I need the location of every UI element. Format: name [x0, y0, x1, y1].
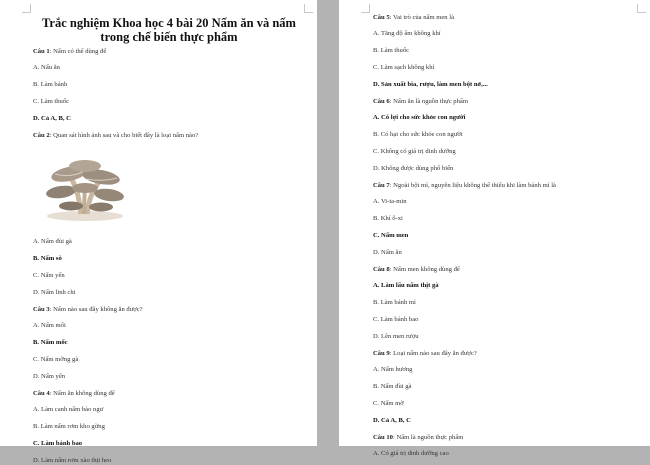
question-5	[373, 14, 640, 22]
question-3	[33, 306, 305, 314]
question-text: : Ngoài bột mì, nguyên liệu không thể thiếu khi làm bánh mì là	[389, 182, 556, 189]
question-text: : Vai trò của nấm men là	[389, 14, 455, 21]
option-correct: D. Cả A, B, C	[33, 115, 71, 122]
option-correct: D. Cả A, B, C	[373, 417, 411, 424]
oyster-mushroom-image	[41, 148, 129, 222]
question-number: Câu 8	[373, 266, 390, 273]
question-7	[373, 182, 640, 190]
option-correct: B. Nấm mốc	[33, 339, 68, 346]
question-text: : Nấm ăn không dùng để	[49, 390, 115, 397]
document-title: Trắc nghiệm Khoa học 4 bài 20 Nấm ăn và nấm trong chế biến thực phẩm	[42, 16, 296, 44]
question-number: Câu 7	[373, 182, 390, 189]
document-page-right	[339, 0, 650, 457]
option: B. Có hại cho sức khỏe con người	[373, 131, 463, 138]
question-number: Câu 4	[33, 390, 50, 397]
margin-corner-mark	[637, 4, 646, 13]
option: C. Không có giá trị dinh dưỡng	[373, 148, 456, 155]
option: B. Khí ô-xi	[373, 215, 403, 222]
option: A. Nấm mối	[33, 322, 66, 329]
question-text: : Nấm nào sau đây không ăn được?	[49, 306, 143, 313]
option: B. Nấm đùi gà	[373, 383, 412, 390]
question-text: : Nấm là nguồn thực phẩm	[392, 434, 464, 441]
option: B. Làm bánh mì	[373, 299, 416, 306]
option: C. Làm thuốc	[33, 98, 70, 105]
question-text: : Nấm có thể dùng để	[49, 48, 107, 55]
option: A. Tăng độ ẩm không khí	[373, 30, 441, 37]
option: B. Làm bánh	[33, 81, 68, 88]
question-number: Câu 2	[33, 132, 50, 139]
question-4	[33, 390, 305, 398]
margin-corner-mark	[304, 4, 313, 13]
margin-corner-mark	[361, 4, 370, 13]
question-text: : Loại nấm nào sau đây ăn được?	[389, 350, 477, 357]
question-text: : Nấm ăn là nguồn thực phẩm	[389, 98, 468, 105]
option: B. Làm thuốc	[373, 47, 410, 54]
question-number: Câu 5	[373, 14, 390, 21]
option: C. Làm sạch không khí	[373, 64, 435, 71]
question-number: Câu 1	[33, 48, 50, 55]
option: A. Có giá trị dinh dưỡng cao	[373, 450, 449, 457]
option: B. Làm nấm rơm kho gừng	[33, 423, 105, 430]
question-number: Câu 6	[373, 98, 390, 105]
question-9	[373, 350, 640, 358]
option: A. Vi-ta-min	[373, 198, 407, 205]
option: D. Không được dùng phổ biến	[373, 165, 454, 172]
question-number: Câu 9	[373, 350, 390, 357]
option: A. Nấm đùi gà	[33, 238, 72, 245]
question-1	[33, 48, 305, 56]
page-gap	[317, 0, 339, 446]
question-number: Câu 3	[33, 306, 50, 313]
option-correct: A. Làm lẩu nấm thịt gà	[373, 282, 439, 289]
option: D. Làm nấm rơm xào thịt heo	[33, 457, 112, 464]
option: A. Nấm hương	[373, 366, 413, 373]
option: D. Nấm yến	[33, 373, 66, 380]
question-2	[33, 132, 305, 140]
option: D. Lên men rượu	[373, 333, 419, 340]
option-correct: D. Sản xuất bia, rượu, làm men bột nở,...	[373, 81, 488, 88]
option: D. Nấm linh chi	[33, 289, 76, 296]
question-number: Câu 10	[373, 434, 393, 441]
question-text: : Quan sát hình ảnh sau và cho biết đây là loại nấm nào?	[49, 132, 199, 139]
option: A. Làm canh nấm bào ngư	[33, 406, 104, 413]
margin-corner-mark	[22, 4, 31, 13]
option: C. Làm bánh bao	[373, 316, 419, 323]
option-correct: B. Nấm sò	[33, 255, 62, 262]
document-page-left	[0, 0, 317, 464]
question-8	[373, 266, 640, 274]
option: D. Nấm ăn	[373, 249, 402, 256]
question-text: : Nấm men không dùng để	[389, 266, 460, 273]
option-correct: C. Làm bánh bao	[33, 440, 83, 447]
question-10	[373, 434, 640, 442]
option: A. Nấu ăn	[33, 64, 60, 71]
option: C. Nấm mỡng gà	[33, 356, 79, 363]
option: C. Nấm mỡ	[373, 400, 404, 407]
option-correct: C. Nấm men	[373, 232, 409, 239]
option: C. Nấm yến	[33, 272, 65, 279]
option-correct: A. Có lợi cho sức khỏe con người	[373, 114, 466, 121]
question-6	[373, 98, 640, 106]
